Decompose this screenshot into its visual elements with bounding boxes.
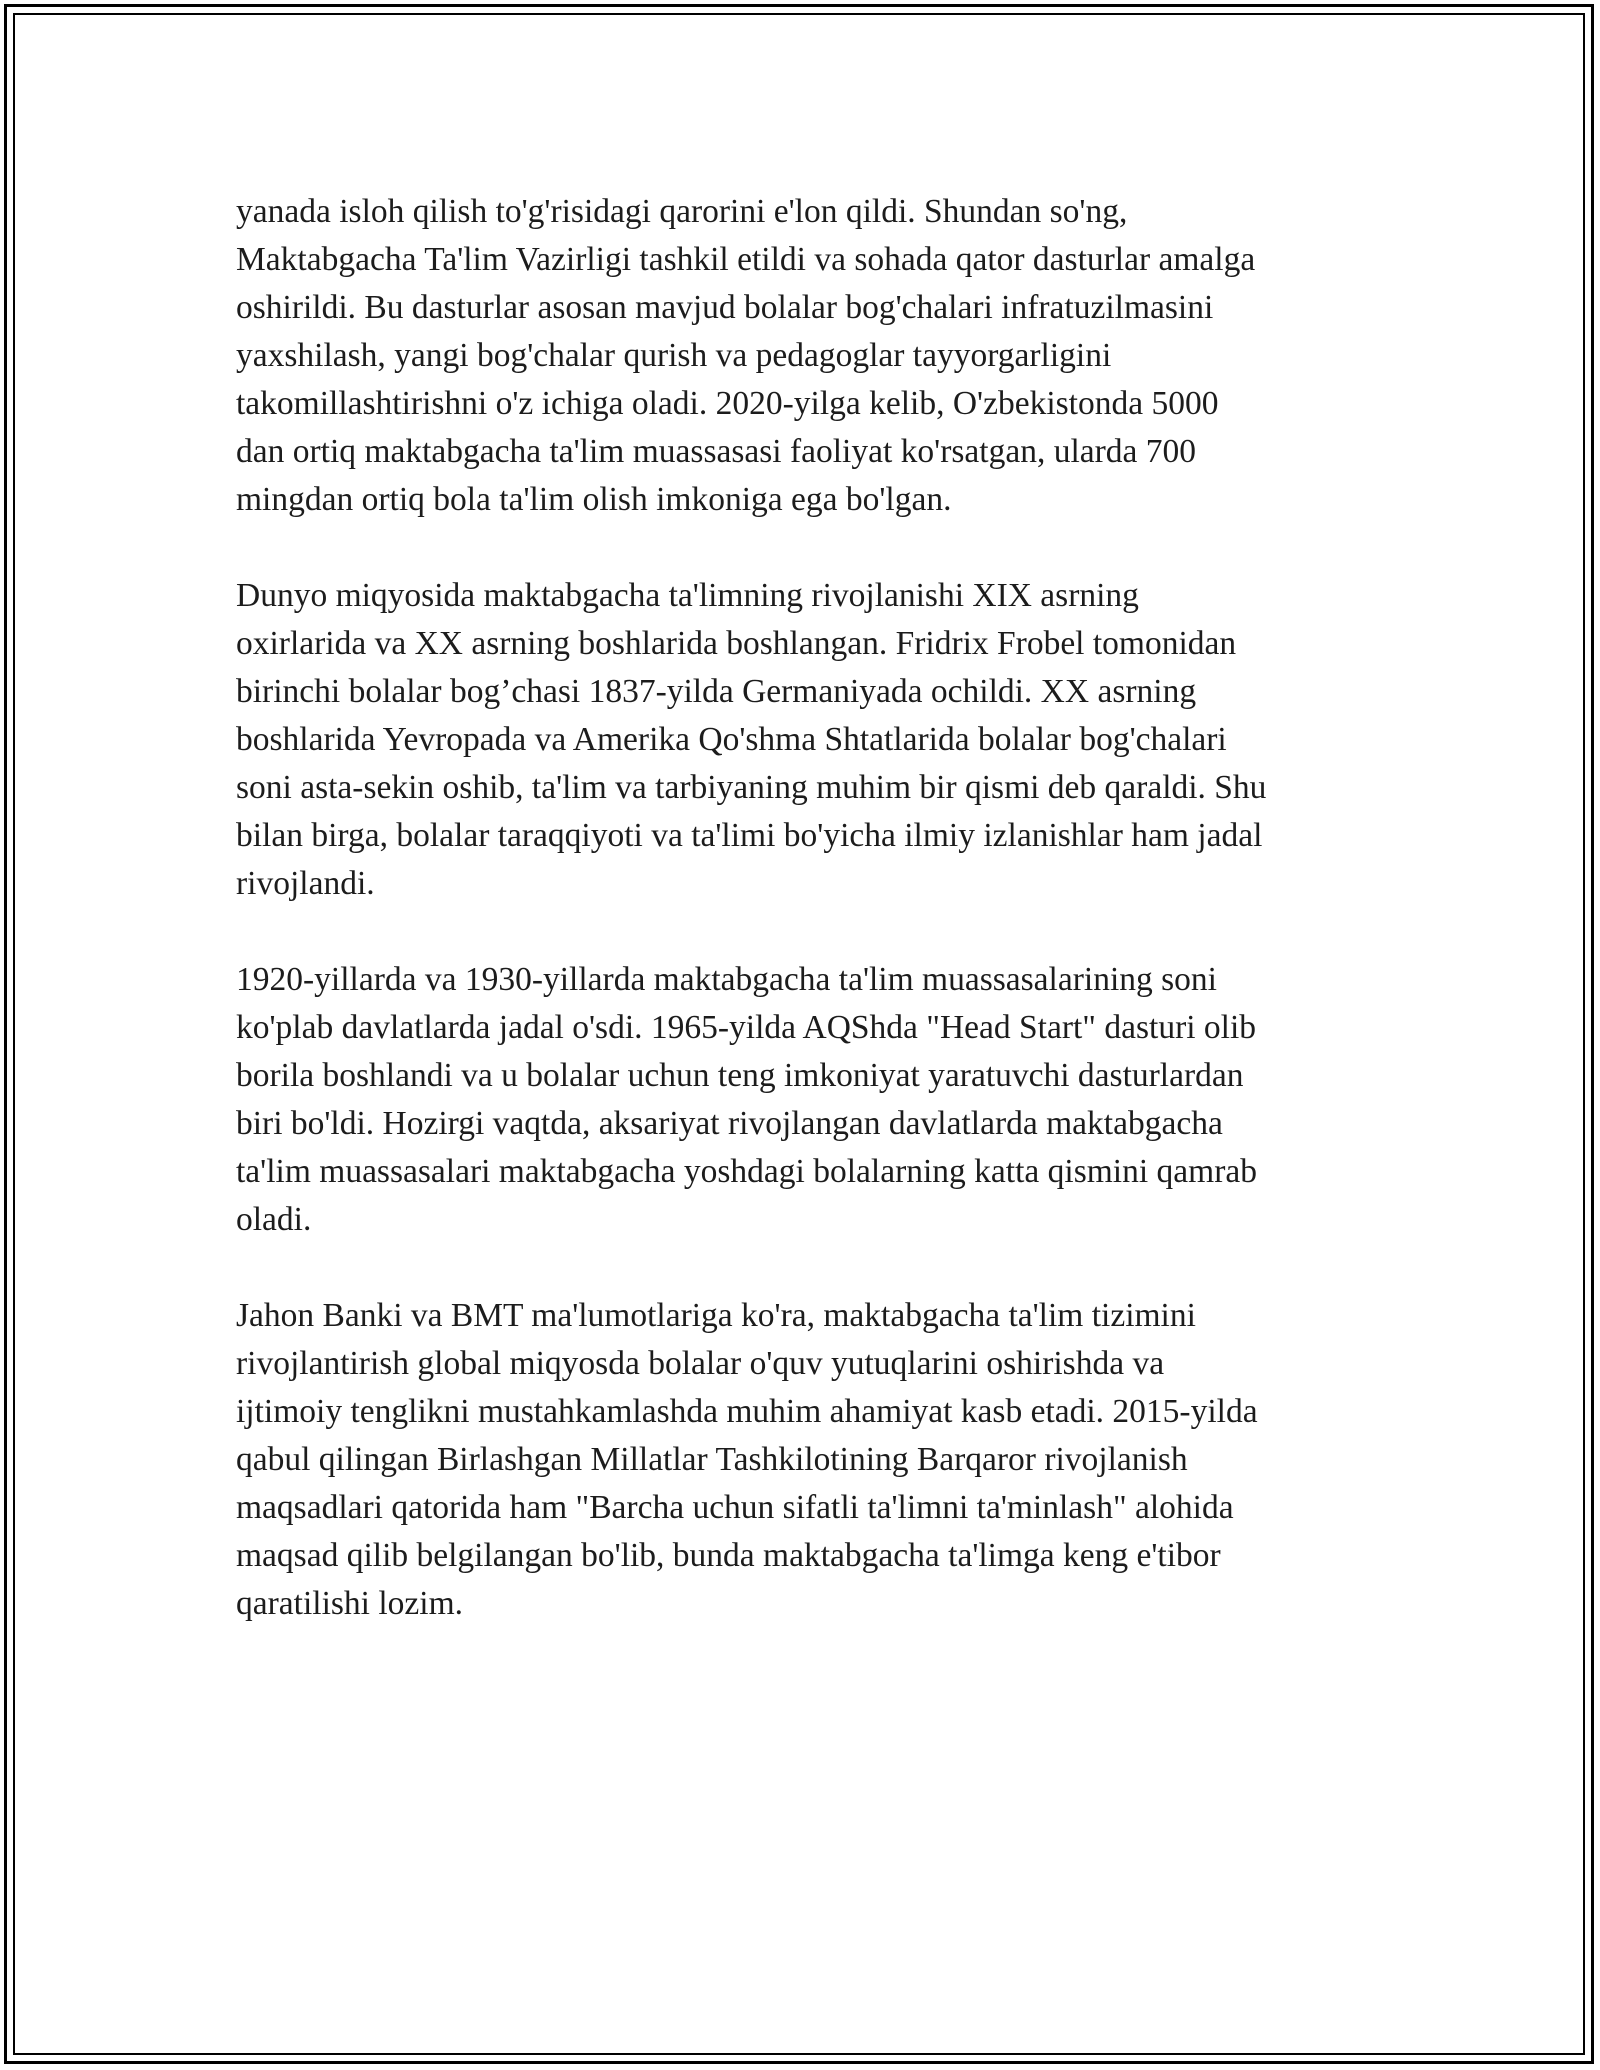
text-line: ijtimoiy tenglikni mustahkamlashda muhim ahamiyat kasb etadi. 2015-yilda [236, 1393, 1258, 1430]
text-line: qabul qilingan Birlashgan Millatlar Tashkilotining Barqaror rivojlanish [236, 1441, 1188, 1478]
paragraph [236, 1292, 1382, 1628]
text-line: ta'lim muassasalari maktabgacha yoshdagi bolalarning katta qismini qamrab [236, 1153, 1257, 1190]
text-line: qaratilishi lozim. [236, 1585, 464, 1622]
text-line: boshlarida Yevropada va Amerika Qo'shma Shtatlarida bolalar bog'chalari [236, 721, 1227, 758]
text-line: borila boshlandi va u bolalar uchun teng imkoniyat yaratuvchi dasturlardan [236, 1057, 1244, 1094]
text-line: rivojlantirish global miqyosda bolalar o'quv yutuqlarini oshirishda va [236, 1345, 1165, 1382]
text-line: Jahon Banki va BMT ma'lumotlariga ko'ra, maktabgacha ta'lim tizimini [236, 1297, 1196, 1334]
text-line: oladi. [236, 1201, 312, 1238]
paragraph [236, 572, 1382, 908]
text-line: Maktabgacha Ta'lim Vazirligi tashkil etildi va sohada qator dasturlar amalga [236, 241, 1256, 278]
text-line: oxirlarida va XX asrning boshlarida boshlangan. Fridrix Frobel tomonidan [236, 625, 1237, 662]
text-line: birinchi bolalar bog’chasi 1837-yilda Germaniyada ochildi. XX asrning [236, 673, 1197, 710]
paragraph [236, 188, 1382, 524]
text-line: yanada isloh qilish to'g'risidagi qarorini e'lon qildi. Shundan so'ng, [236, 193, 1128, 230]
text-line: takomillashtirishni o'z ichiga oladi. 2020-yilga kelib, O'zbekistonda 5000 [236, 385, 1219, 422]
text-line: biri bo'ldi. Hozirgi vaqtda, aksariyat rivojlangan davlatlarda maktabgacha [236, 1105, 1223, 1142]
text-line: 1920-yillarda va 1930-yillarda maktabgacha ta'lim muassasalarining soni [236, 961, 1217, 998]
text-line: soni asta-sekin oshib, ta'lim va tarbiyaning muhim bir qismi deb qaraldi. Shu [236, 769, 1267, 806]
text-line: rivojlandi. [236, 865, 375, 902]
text-line: bilan birga, bolalar taraqqiyoti va ta'limi bo'yicha ilmiy izlanishlar ham jadal [236, 817, 1263, 854]
document-body [236, 188, 1382, 1628]
text-line: ko'plab davlatlarda jadal o'sdi. 1965-yilda AQShda "Head Start" dasturi olib [236, 1009, 1257, 1046]
text-line: Dunyo miqyosida maktabgacha ta'limning rivojlanishi XIX asrning [236, 577, 1139, 614]
paragraph [236, 956, 1382, 1244]
text-line: yaxshilash, yangi bog'chalar qurish va pedagoglar tayyorgarligini [236, 337, 1112, 374]
text-line: oshirildi. Bu dasturlar asosan mavjud bolalar bog'chalari infratuzilmasini [236, 289, 1214, 326]
text-line: dan ortiq maktabgacha ta'lim muassasasi faoliyat ko'rsatgan, ularda 700 [236, 433, 1197, 470]
text-line: mingdan ortiq bola ta'lim olish imkoniga ega bo'lgan. [236, 481, 952, 518]
text-line: maqsad qilib belgilangan bo'lib, bunda maktabgacha ta'limga keng e'tibor [236, 1537, 1221, 1574]
text-line: maqsadlari qatorida ham "Barcha uchun sifatli ta'limni ta'minlash" alohida [236, 1489, 1234, 1526]
